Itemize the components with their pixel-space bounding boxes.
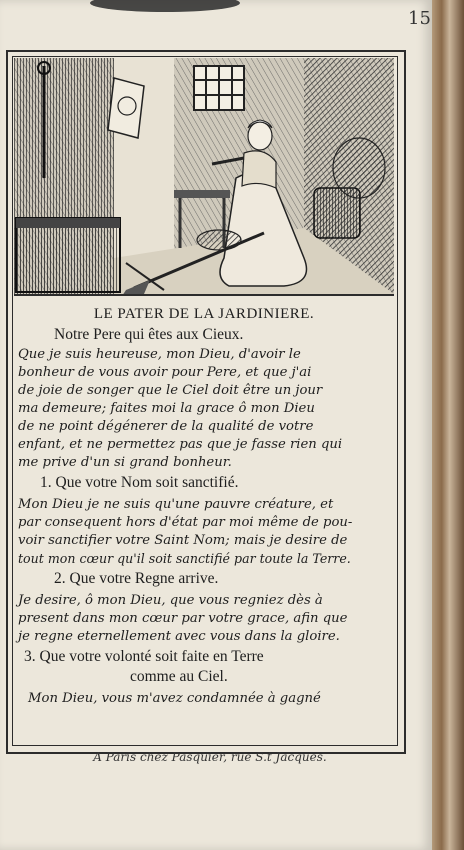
text-line-1: Notre Pere qui êtes aux Cieux. xyxy=(54,326,244,343)
text-line-18: 3. Que votre volonté soit faite en Terre xyxy=(24,648,264,665)
text-line-15: Je desire, ô mon Dieu, que vous regniez dès à xyxy=(18,593,323,608)
text-line-10: Mon Dieu je ne suis qu'une pauvre créature, et xyxy=(18,497,334,512)
publisher-imprint: A Paris chez Pasquier, rue S.t Jacques. xyxy=(93,750,327,764)
text-line-2: Que je suis heureuse, mon Dieu, d'avoir le xyxy=(18,347,301,362)
text-line-17: je regne eternellement avec vous dans la gloire. xyxy=(18,629,340,644)
text-line-20: Mon Dieu, vous m'avez condamnée à gagné xyxy=(28,691,321,706)
text-line-6: de ne point dégénerer de la qualité de votre xyxy=(18,419,314,434)
engraving-illustration xyxy=(14,58,394,296)
text-line-13: tout mon cœur qu'il soit sanctifié par toute la Terre. xyxy=(18,551,351,566)
text-line-5: ma demeure; faites moi la grace ô mon Dieu xyxy=(18,401,315,416)
prayer-title: LE PATER DE LA JARDINIERE. xyxy=(93,306,315,322)
text-line-11: par consequent hors d'état par moi même de pou- xyxy=(18,515,353,530)
text-line-14: 2. Que votre Regne arrive. xyxy=(54,570,219,587)
hanging-picture xyxy=(108,78,144,138)
text-line-3: bonheur de vous avoir pour Pere, et que j'ai xyxy=(18,365,312,380)
prayer-text xyxy=(14,300,394,740)
text-line-12: voir sanctifier votre Saint Nom; mais je desire de xyxy=(18,533,348,548)
page-number: 15 xyxy=(408,8,431,29)
text-line-16: present dans mon cœur par votre grace, afin que xyxy=(18,611,348,626)
text-line-7: enfant, et ne permettez pas que je fasse rien qui xyxy=(18,437,343,452)
wooden-chest xyxy=(16,218,120,292)
text-line-8: me prive d'un si grand bonheur. xyxy=(18,455,232,470)
text-line-9: 1. Que votre Nom soit sanctifié. xyxy=(40,474,239,491)
text-line-19: comme au Ciel. xyxy=(130,668,228,685)
page-edge xyxy=(432,0,464,850)
text-line-4: de joie de songer que le Ciel doit être un jour xyxy=(18,383,323,398)
engraving-svg xyxy=(14,58,394,294)
sack xyxy=(333,138,385,198)
